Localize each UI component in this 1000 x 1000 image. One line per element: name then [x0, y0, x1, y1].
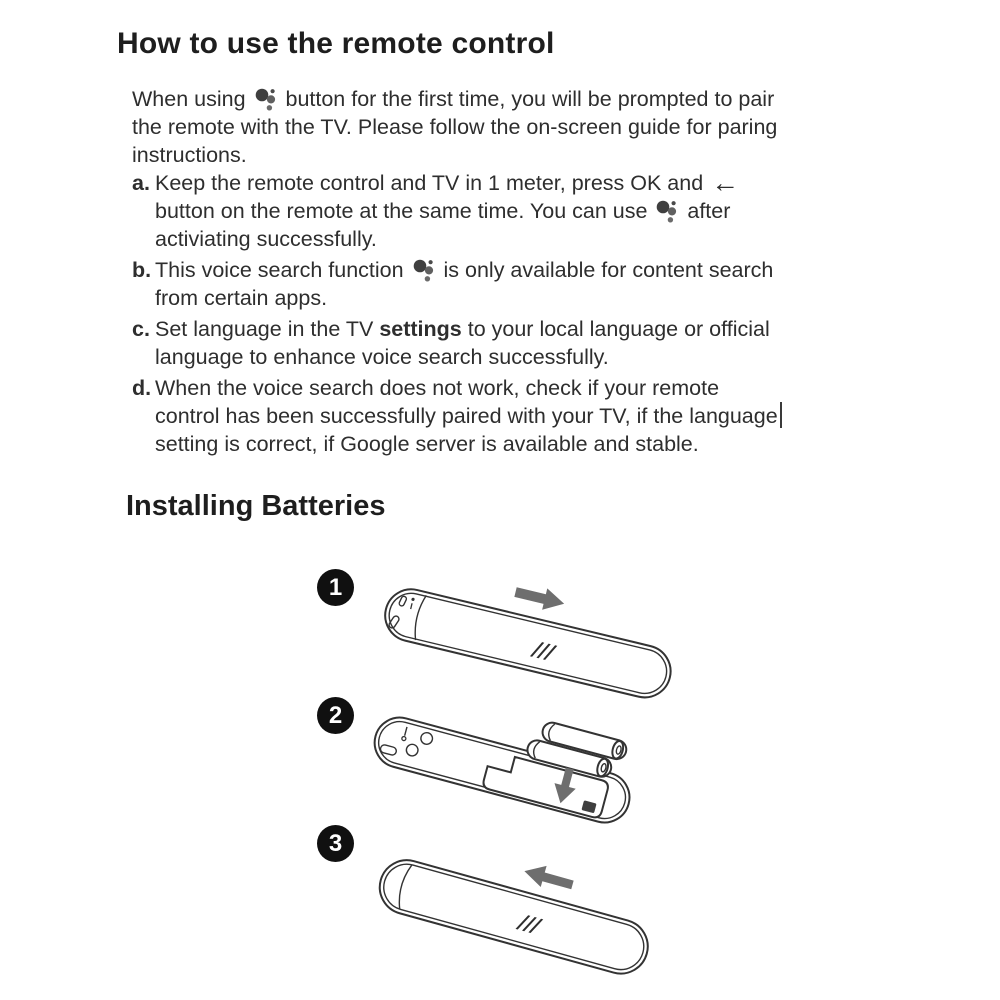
- step-2-badge: 2: [317, 697, 354, 734]
- item-text: Keep the remote control and TV in 1 meter, press OK and ← button on the remote at the same time. You can use after activiating successfully.: [155, 167, 740, 251]
- item-text: Set language in the TV settings to your local language or official language to enhance voice search successfully.: [155, 317, 770, 369]
- instruction-item-a: [132, 169, 942, 253]
- section-title: Installing Batteries: [126, 490, 386, 522]
- remote-back-cover-slide-on-illustration: [372, 838, 672, 986]
- item-label: d.: [132, 376, 152, 400]
- pair-back-arrow-icon: ←: [711, 167, 740, 198]
- instruction-item-b: [132, 256, 942, 312]
- slide-right-arrow-icon: [513, 581, 567, 614]
- step-3-badge: 3: [317, 825, 354, 862]
- google-assistant-voice-icon: [655, 198, 679, 224]
- google-assistant-voice-icon: [412, 257, 436, 283]
- google-assistant-voice-icon: [254, 86, 278, 112]
- item-text: When the voice search does not work, check if your remote control has been successfully paired with your TV, if the language setting is correct, if Google server is available and stable.: [155, 376, 782, 456]
- insert-batteries-illustration: [368, 692, 678, 832]
- item-label: a.: [132, 171, 150, 195]
- intro-paragraph: When using button for the first time, you will be prompted to pair the remote with the TV. Please follow the on-screen guide for paring instructions.: [132, 87, 778, 167]
- cover-grip-mark: III: [525, 637, 560, 666]
- step-1-badge: 1: [317, 569, 354, 606]
- item-label: b.: [132, 258, 152, 282]
- item-text: This voice search function is only available for content search from certain apps.: [155, 258, 774, 310]
- remote-back-cover-slide-off-illustration: [376, 566, 706, 711]
- cover-grip-mark: III: [511, 910, 546, 940]
- slide-left-arrow-icon: [521, 860, 575, 895]
- item-label: c.: [132, 317, 150, 341]
- instruction-item-d: [132, 374, 942, 458]
- text-cursor: [780, 402, 782, 428]
- page-title: How to use the remote control: [117, 27, 555, 60]
- bold-term: settings: [379, 317, 462, 341]
- instruction-list: [132, 169, 942, 461]
- instruction-item-c: [132, 315, 942, 371]
